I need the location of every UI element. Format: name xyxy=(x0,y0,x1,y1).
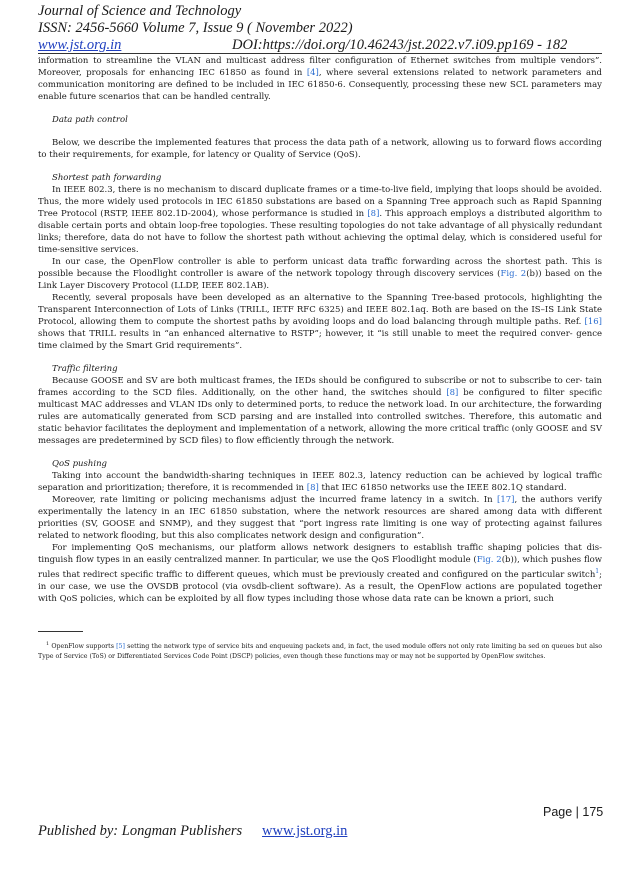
header-links xyxy=(38,37,602,54)
figure-link[interactable]: Fig. 2 xyxy=(476,555,502,565)
paragraph: Taking into account the bandwidth-sharing techniques in IEEE 802.3, latency reduction can be achieved by logical traffic separation and prioritization; therefore, it is recommended in [8] that IEC 61850 networks use the IEEE 802.1Q standard. xyxy=(38,471,602,493)
paragraph: information to streamline the VLAN and multicast address filter configuration of Ethernet switches from multiple vendors”. Moreover, proposals for enhancing IEC 61850 as found in [4], where several extensions related to network parameters and communication monitoring are defined to be included in IEC 61850-6. Consequently, processing these new SCL parameters may enable future scenarios that can be handled centrally. xyxy=(38,56,602,102)
citation-link[interactable]: [8] xyxy=(306,483,319,493)
header-rule xyxy=(38,53,602,54)
figure-link[interactable]: Fig. 2 xyxy=(500,269,527,279)
footnote: $^1$ OpenFlow supports [5] setting the network type of service bits and enqueuing packets and, in fact, the used module offers not only rate limiting ba sed on queues but also Type of Service (ToS) or Differentiated Services Code Point (DSCP) policies, even though these functions may or may not be supported by OpenFlow switches. xyxy=(38,641,602,661)
footnote-marker[interactable]: 1 xyxy=(595,568,600,575)
paragraph: Recently, several proposals have been developed as an alternative to the Spanning Tree-based protocols, highlighting the Transparent Interconnection of Lots of Links (TRILL, IETF RFC 6325) and IEEE 802.1aq. Both are based on the IS–IS Link State Protocol, allowing them to compute the shortest paths by avoiding loops and do load balancing through multiple paths. Ref. [16] shows that TRILL results in “an enhanced alternative to RSTP”; however, it “is still unable to meet the required conver- gence time claimed by the Smart Grid requirements”. xyxy=(38,293,602,351)
citation-link[interactable]: [17] xyxy=(497,495,515,505)
footnote-rule xyxy=(38,631,83,632)
header-site-link[interactable]: www.jst.org.in xyxy=(38,37,122,53)
citation-link[interactable]: [5] xyxy=(116,643,125,651)
subheading-qos-pushing: QoS pushing xyxy=(52,459,107,469)
header-doi: DOI:https://doi.org/10.46243/jst.2022.v7.i09.pp169 - 182 xyxy=(232,37,568,53)
subheading-traffic-filtering: Traffic filtering xyxy=(52,364,118,374)
footer-site-link[interactable]: www.jst.org.in xyxy=(262,823,348,839)
article-body xyxy=(38,55,602,605)
paragraph: Moreover, rate limiting or policing mechanisms adjust the incurred frame latency in a switch. In [17], the authors verify experimentally the latency in an IEC 61850 substation, where the network resources are shared among data with different priorities (SV, GOOSE and SNMP), and they suggest that “port ingress rate limiting is one way of protecting against failures related to network flooding, but this also complicates network design and configuration”. xyxy=(38,495,602,541)
paragraph: In IEEE 802.3, there is no mechanism to discard duplicate frames or a time-to-live field, implying that loops should be avoided. Thus, the more widely used protocols in IEC 61850 substations are based on a Spanning Tree approach such as Rapid Spanning Tree Protocol (RSTP, IEEE 802.1D-2004), whose performance is studied in [8]. This approach employs a distributed algorithm to disable certain ports and obtain loop-free topologies. These resulting topologies do not take advantage of all physically redundant links; therefore, data do not have to follow the shortest path without achieving the optimal delay, which is considered useful for time-sensitive services. xyxy=(38,185,602,255)
paragraph: In our case, the OpenFlow controller is able to perform unicast data traffic forwarding across the shortest path. This is possible because the Floodlight controller is aware of the network topology through discovery services (Fig. 2(b)) based on the Link Layer Discovery Protocol (LLDP, IEEE 802.1AB). xyxy=(38,257,602,291)
journal-title: Journal of Science and Technology xyxy=(38,3,242,19)
paragraph: Below, we describe the implemented features that process the data path of a network, allowing us to forward flows according to their requirements, for example, for latency or Quality of Service (QoS). xyxy=(38,138,602,160)
citation-link[interactable]: [8] xyxy=(367,209,380,219)
citation-link[interactable]: [4] xyxy=(306,68,319,78)
subheading-data-path-control: Data path control xyxy=(52,115,128,125)
paragraph: Because GOOSE and SV are both multicast frames, the IEDs should be configured to subscribe or not to subscribe to cer- tain frames according to the SCD files. Additionally, on the other hand, the switches should [8] be configured to filter specific multicast MAC addresses and VLAN IDs only to determined ports, to reduce the network load. In our architecture, the forwarding rules are automatically generated from SCD parsing and are installed into controlled switches. Therefore, this automatic and static behavior facilitates the deployment and implementation of a network, allowing the more critical traffic (only GOOSE and SV messages are predetermined by SCD files) to flow efficiently through the network. xyxy=(38,376,602,446)
citation-link[interactable]: [8] xyxy=(446,388,459,398)
page-number: Page | 175 xyxy=(543,805,604,819)
issn-line: ISSN: 2456-5660 Volume 7, Issue 9 ( November 2022) xyxy=(38,20,353,36)
citation-link[interactable]: [16] xyxy=(584,317,602,327)
publisher-footer: Published by: Longman Publishers xyxy=(38,823,243,839)
subheading-shortest-path: Shortest path forwarding xyxy=(52,173,162,183)
paragraph: For implementing QoS mechanisms, our platform allows network designers to establish traffic shaping policies that dis- tinguish flow types in an easily centralized manner. In particular, we use the QoS Floodlight module (Fig. 2(b)), which pushes flow rules that redirect specific traffic to different queues, which must be previously created and configured on the particular switch$^1$; in our case, we use the OVSDB protocol (via ovsdb-client software). As a result, the OpenFlow actions are populated together with QoS policies, which can be exploited by all flow types including those whose data rate can be known a priori, such xyxy=(38,543,603,604)
